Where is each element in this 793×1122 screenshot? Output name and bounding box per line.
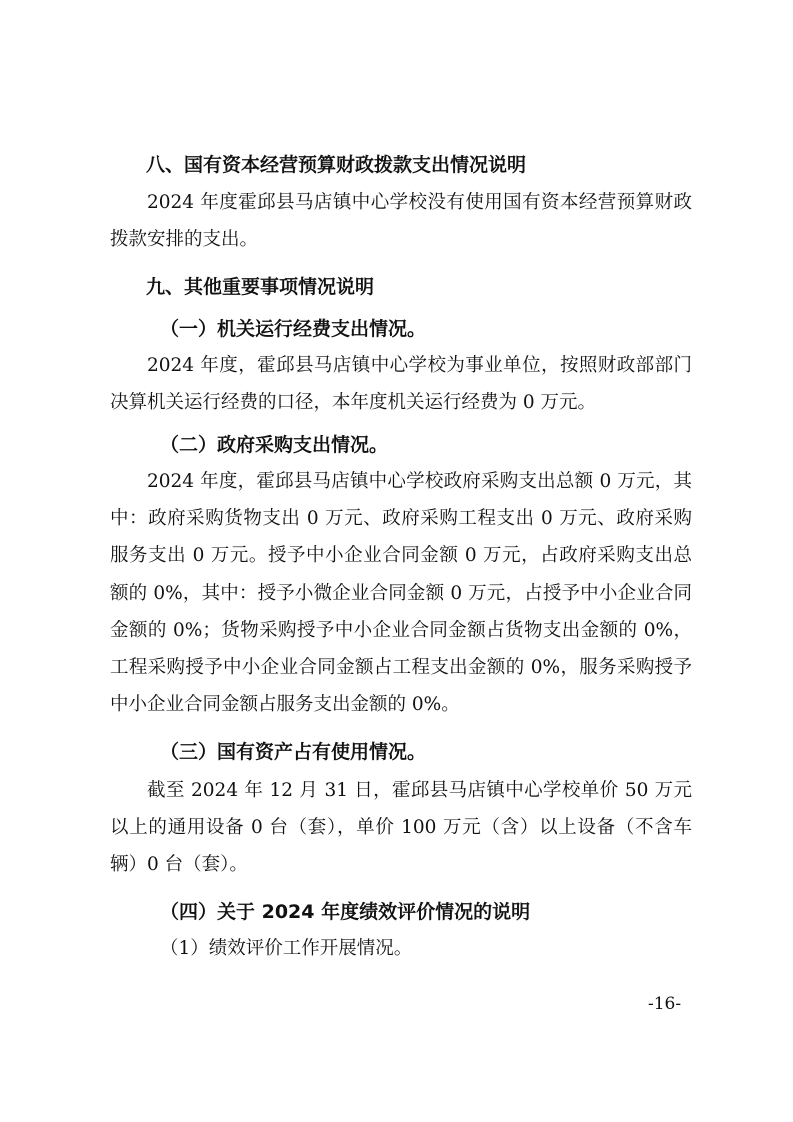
subsection-4-heading: （四）关于 2024 年度绩效评价情况的说明 <box>160 901 531 923</box>
subsection-2-heading: （二）政府采购支出情况。 <box>160 434 389 456</box>
subsection-3-heading: （三）国有资产占有使用情况。 <box>160 741 427 763</box>
subsection-3-body: 截至 2024 年 12 月 31 日，霍邱县马店镇中心学校单价 50 万元以上的通用设备 0 台（套），单价 100 万元（含）以上设备（不含车辆）0 台（套）。 <box>110 780 692 876</box>
section-9-heading: 九、其他重要事项情况说明 <box>146 276 375 298</box>
section-8-heading: 八、国有资本经营预算财政拨款支出情况说明 <box>146 154 527 176</box>
subsection-1-body: 2024 年度，霍邱县马店镇中心学校为事业单位，按照财政部部门决算机关运行经费的口径，本年度机关运行经费为 0 万元。 <box>110 355 692 414</box>
subsection-2-body: 2024 年度，霍邱县马店镇中心学校政府采购支出总额 0 万元，其中：政府采购货物支出 0 万元、政府采购工程支出 0 万元、政府采购服务支出 0 万元。授予中小企业合同金额 0 万元，占政府采购支出总额的 0%，其中：授予小微企业合同金额 0 万元，占授予中小企业合同金额的 0%；货物采购授予中小企业合同金额占货物支出金额的 0%，工程采购授予中小企业合同金额占工程支出金额的 0%，服务采购授予中小企业合同金额占服务支出金额的 0%。 <box>110 471 692 716</box>
page-number: -16- <box>648 994 682 1014</box>
subsection-4-item-1: （1）绩效评价工作开展情况。 <box>160 938 413 959</box>
subsection-1-heading: （一）机关运行经费支出情况。 <box>160 318 427 340</box>
section-8-body: 2024 年度霍邱县马店镇中心学校没有使用国有资本经营预算财政拨款安排的支出。 <box>110 192 692 251</box>
